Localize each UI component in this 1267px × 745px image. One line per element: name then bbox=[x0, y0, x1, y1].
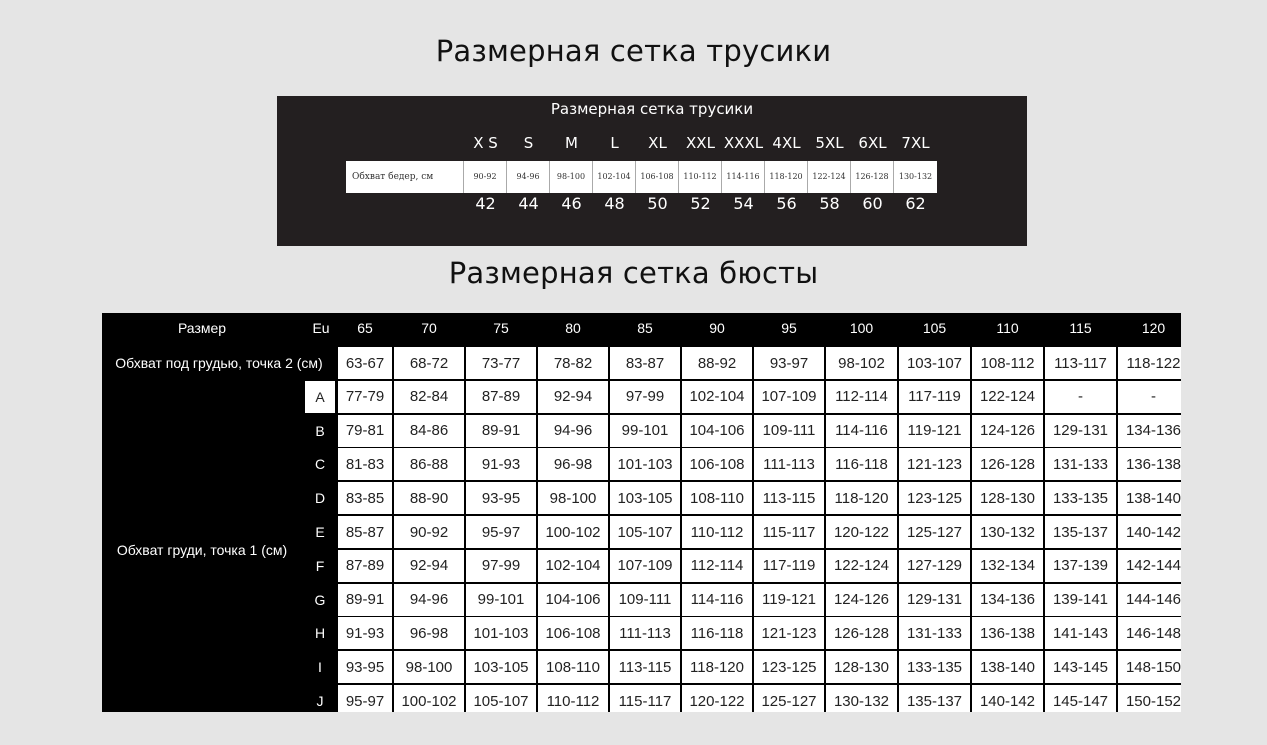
panties-size-chart-image bbox=[277, 96, 1027, 246]
band-size-header: 80 bbox=[565, 320, 581, 336]
bust-cell: 92-94 bbox=[538, 381, 608, 413]
size-label: 7XL bbox=[901, 134, 930, 152]
bust-cell: 96-98 bbox=[538, 448, 608, 480]
bust-cell: 124-126 bbox=[972, 415, 1043, 447]
bust-cell: 91-93 bbox=[466, 448, 536, 480]
bust-cell: 114-116 bbox=[682, 584, 752, 616]
bust-cell: 119-121 bbox=[754, 584, 824, 616]
bust-cell: 91-93 bbox=[338, 617, 392, 649]
band-size-header: 115 bbox=[1069, 320, 1092, 336]
hips-cell: 126-128 bbox=[851, 161, 894, 193]
hips-cell: 118-120 bbox=[765, 161, 808, 193]
bust-cell: - bbox=[1118, 381, 1181, 413]
bust-cell: 100-102 bbox=[394, 685, 464, 712]
bust-cell: 95-97 bbox=[338, 685, 392, 712]
cup-label: B bbox=[315, 422, 325, 439]
bust-cell: 150-152 bbox=[1118, 685, 1181, 712]
bust-cell: 112-114 bbox=[826, 381, 897, 413]
bust-cell: 100-102 bbox=[538, 516, 608, 548]
bust-cell: 106-108 bbox=[682, 448, 752, 480]
hips-cell: 110-112 bbox=[679, 161, 722, 193]
bust-cell: 119-121 bbox=[899, 415, 970, 447]
bust-cell: 97-99 bbox=[610, 381, 680, 413]
bust-cell: 116-118 bbox=[826, 448, 897, 480]
bust-cell: 82-84 bbox=[394, 381, 464, 413]
bust-cell: 113-115 bbox=[754, 482, 824, 514]
underbust-cell: 68-72 bbox=[394, 347, 464, 379]
bust-cell: 120-122 bbox=[826, 516, 897, 548]
hips-cell: 114-116 bbox=[722, 161, 765, 193]
panties-hips-row bbox=[346, 161, 937, 193]
bust-cell: 77-79 bbox=[338, 381, 392, 413]
size-label: XL bbox=[648, 134, 667, 152]
size-label: 6XL bbox=[858, 134, 887, 152]
cup-label: H bbox=[314, 625, 326, 642]
band-size-header: 90 bbox=[709, 320, 725, 336]
bust-cell: 135-137 bbox=[899, 685, 970, 712]
bust-cell: 131-133 bbox=[1045, 448, 1116, 480]
bust-cell: 120-122 bbox=[682, 685, 752, 712]
bust-cell: 83-85 bbox=[338, 482, 392, 514]
bust-cell: 143-145 bbox=[1045, 651, 1116, 683]
bust-cell: 144-146 bbox=[1118, 584, 1181, 616]
bust-cell: 110-112 bbox=[538, 685, 608, 712]
eu-size-label: 48 bbox=[604, 194, 625, 213]
bust-cell: 89-91 bbox=[338, 584, 392, 616]
underbust-cell: 98-102 bbox=[826, 347, 897, 379]
bust-cell: 101-103 bbox=[610, 448, 680, 480]
bust-cell: 111-113 bbox=[610, 617, 680, 649]
size-label: M bbox=[565, 134, 578, 152]
bust-cell: 116-118 bbox=[682, 617, 752, 649]
bust-cell: 131-133 bbox=[899, 617, 970, 649]
bust-cell: 114-116 bbox=[826, 415, 897, 447]
bust-cell: 118-120 bbox=[682, 651, 752, 683]
bust-cell: 98-100 bbox=[394, 651, 464, 683]
bust-cell: 117-119 bbox=[899, 381, 970, 413]
band-size-header: 85 bbox=[637, 320, 653, 336]
bust-cell: 92-94 bbox=[394, 550, 464, 582]
bust-cell: 134-136 bbox=[972, 584, 1043, 616]
underbust-cell: 83-87 bbox=[610, 347, 680, 379]
size-label: X S bbox=[473, 134, 498, 152]
bust-cell: 99-101 bbox=[610, 415, 680, 447]
eu-size-label: 54 bbox=[733, 194, 754, 213]
cup-label: F bbox=[315, 557, 325, 574]
bust-cell: 89-91 bbox=[466, 415, 536, 447]
size-label: 5XL bbox=[815, 134, 844, 152]
hips-cell: 122-124 bbox=[808, 161, 851, 193]
bust-cell: 94-96 bbox=[538, 415, 608, 447]
eu-size-label: 46 bbox=[561, 194, 582, 213]
bust-cell: 125-127 bbox=[754, 685, 824, 712]
band-size-header: 65 bbox=[357, 320, 373, 336]
hips-cell: 106-108 bbox=[636, 161, 679, 193]
bust-cell: 129-131 bbox=[899, 584, 970, 616]
eu-size-label: 62 bbox=[905, 194, 926, 213]
bust-cell: 102-104 bbox=[538, 550, 608, 582]
bust-cell: 87-89 bbox=[466, 381, 536, 413]
bust-cell: 140-142 bbox=[972, 685, 1043, 712]
header-size: Размер bbox=[177, 320, 227, 336]
cup-label: J bbox=[316, 693, 324, 709]
bust-cell: 88-90 bbox=[394, 482, 464, 514]
bust-cell: 106-108 bbox=[538, 617, 608, 649]
bust-cell: 136-138 bbox=[1118, 448, 1181, 480]
eu-size-label: 58 bbox=[819, 194, 840, 213]
bust-cell: 110-112 bbox=[682, 516, 752, 548]
bust-cell: 122-124 bbox=[826, 550, 897, 582]
bust-size-chart-heading: Размерная сетка бюсты bbox=[448, 256, 819, 290]
bust-cell: 142-144 bbox=[1118, 550, 1181, 582]
hips-cell: 98-100 bbox=[550, 161, 593, 193]
bust-cell: 97-99 bbox=[466, 550, 536, 582]
size-label: 4XL bbox=[772, 134, 801, 152]
bust-cell: 105-107 bbox=[610, 516, 680, 548]
band-size-header: 95 bbox=[781, 320, 797, 336]
bust-cell: 115-117 bbox=[610, 685, 680, 712]
size-label: L bbox=[610, 134, 619, 152]
underbust-label: Обхват под грудью, точка 2 (см) bbox=[115, 355, 323, 371]
underbust-cell: 63-67 bbox=[338, 347, 392, 379]
bust-cell: 148-150 bbox=[1118, 651, 1181, 683]
underbust-cell: 73-77 bbox=[466, 347, 536, 379]
hips-cell: 90-92 bbox=[464, 161, 507, 193]
bust-cell: 98-100 bbox=[538, 482, 608, 514]
bust-cell: 108-110 bbox=[538, 651, 608, 683]
bust-cell: 132-134 bbox=[972, 550, 1043, 582]
bust-cell: 95-97 bbox=[466, 516, 536, 548]
cup-label: I bbox=[318, 659, 322, 676]
hips-row-label: Обхват бедер, см bbox=[346, 161, 464, 193]
eu-size-label: 52 bbox=[690, 194, 711, 213]
bust-cell: 87-89 bbox=[338, 550, 392, 582]
bust-cell: 94-96 bbox=[394, 584, 464, 616]
hips-cell: 94-96 bbox=[507, 161, 550, 193]
bust-cell: 135-137 bbox=[1045, 516, 1116, 548]
cup-label: E bbox=[315, 524, 325, 540]
eu-size-label: 50 bbox=[647, 194, 668, 213]
bust-cell: 128-130 bbox=[826, 651, 897, 683]
band-size-header: 75 bbox=[493, 320, 509, 336]
bust-cell: 81-83 bbox=[338, 448, 392, 480]
bust-cell: 133-135 bbox=[1045, 482, 1116, 514]
bust-cell: 113-115 bbox=[610, 651, 680, 683]
bust-cell: 121-123 bbox=[754, 617, 824, 649]
bust-cell: 126-128 bbox=[826, 617, 897, 649]
bust-cell: 128-130 bbox=[972, 482, 1043, 514]
bust-cell: - bbox=[1045, 381, 1116, 413]
hips-cell: 130-132 bbox=[898, 172, 933, 181]
bust-cell: 130-132 bbox=[972, 516, 1043, 548]
size-label: XXL bbox=[686, 134, 715, 152]
band-size-header: 110 bbox=[996, 320, 1019, 336]
eu-size-label: 56 bbox=[776, 194, 797, 213]
band-size-header: 100 bbox=[849, 320, 874, 336]
bust-cell: 125-127 bbox=[899, 516, 970, 548]
bust-cell: 85-87 bbox=[338, 516, 392, 548]
bust-cell: 136-138 bbox=[972, 617, 1043, 649]
bust-cell: 103-105 bbox=[610, 482, 680, 514]
bust-cell: 124-126 bbox=[826, 584, 897, 616]
bust-cell: 146-148 bbox=[1118, 617, 1181, 649]
bust-cell: 123-125 bbox=[899, 482, 970, 514]
bust-cell: 107-109 bbox=[754, 381, 824, 413]
bust-cell: 102-104 bbox=[682, 381, 752, 413]
bust-cell: 103-105 bbox=[466, 651, 536, 683]
header-eu: Eu bbox=[312, 320, 330, 336]
band-size-header: 70 bbox=[421, 320, 437, 336]
bust-cell: 79-81 bbox=[338, 415, 392, 447]
cup-label: C bbox=[314, 456, 326, 473]
bust-cell: 145-147 bbox=[1045, 685, 1116, 712]
cup-label: G bbox=[314, 591, 326, 608]
bust-cell: 90-92 bbox=[394, 516, 464, 548]
bust-cell: 84-86 bbox=[394, 415, 464, 447]
cup-label: D bbox=[314, 490, 326, 507]
eu-size-label: 44 bbox=[518, 194, 539, 213]
size-label: S bbox=[523, 134, 534, 152]
size-label: XXXL bbox=[723, 134, 764, 152]
bust-cell: 93-95 bbox=[466, 482, 536, 514]
bust-cell: 93-95 bbox=[338, 651, 392, 683]
bust-cell: 138-140 bbox=[1118, 482, 1181, 514]
bust-cell: 139-141 bbox=[1045, 584, 1116, 616]
bust-cell: 105-107 bbox=[466, 685, 536, 712]
bust-cell: 96-98 bbox=[394, 617, 464, 649]
bust-cell: 123-125 bbox=[754, 651, 824, 683]
bust-cell: 109-111 bbox=[754, 415, 824, 447]
bust-cell: 109-111 bbox=[610, 584, 680, 616]
underbust-cell: 103-107 bbox=[899, 347, 970, 379]
underbust-cell: 93-97 bbox=[754, 347, 824, 379]
bust-cell: 99-101 bbox=[466, 584, 536, 616]
eu-size-label: 60 bbox=[862, 194, 883, 213]
bust-cell: 126-128 bbox=[972, 448, 1043, 480]
bust-cell: 112-114 bbox=[682, 550, 752, 582]
eu-size-label: 42 bbox=[475, 194, 496, 213]
bust-cell: 134-136 bbox=[1118, 415, 1181, 447]
panties-chart-title: Размерная сетка трусики bbox=[550, 100, 754, 118]
bust-cell: 140-142 bbox=[1118, 516, 1181, 548]
bust-cell: 130-132 bbox=[826, 685, 897, 712]
band-size-header: 105 bbox=[922, 320, 947, 336]
underbust-cell: 78-82 bbox=[538, 347, 608, 379]
bust-cell: 118-120 bbox=[826, 482, 897, 514]
underbust-cell: 113-117 bbox=[1045, 347, 1116, 379]
cup-label: A bbox=[305, 381, 335, 413]
bust-cell: 137-139 bbox=[1045, 550, 1116, 582]
bust-cell: 107-109 bbox=[610, 550, 680, 582]
bust-cell: 121-123 bbox=[899, 448, 970, 480]
hips-cell: 102-104 bbox=[593, 161, 636, 193]
bust-size-table bbox=[102, 313, 1181, 712]
bust-cell: 108-110 bbox=[682, 482, 752, 514]
bust-cell: 111-113 bbox=[754, 448, 824, 480]
underbust-cell: 118-122 bbox=[1118, 347, 1181, 379]
bust-cell: 117-119 bbox=[754, 550, 824, 582]
band-size-header: 120 bbox=[1141, 320, 1166, 336]
panties-size-chart-heading: Размерная сетка трусики bbox=[435, 34, 832, 68]
bust-cell: 129-131 bbox=[1045, 415, 1116, 447]
bust-cell: 104-106 bbox=[538, 584, 608, 616]
bust-cell: 104-106 bbox=[682, 415, 752, 447]
bust-cell: 86-88 bbox=[394, 448, 464, 480]
underbust-cell: 88-92 bbox=[682, 347, 752, 379]
bust-label: Обхват груди, точка 1 (см) bbox=[116, 541, 288, 558]
bust-cell: 122-124 bbox=[972, 381, 1043, 413]
bust-cell: 141-143 bbox=[1045, 617, 1116, 649]
bust-cell: 133-135 bbox=[899, 651, 970, 683]
bust-cell: 115-117 bbox=[754, 516, 824, 548]
bust-cell: 127-129 bbox=[899, 550, 970, 582]
bust-cell: 138-140 bbox=[972, 651, 1043, 683]
bust-cell: 101-103 bbox=[466, 617, 536, 649]
underbust-cell: 108-112 bbox=[972, 347, 1043, 379]
